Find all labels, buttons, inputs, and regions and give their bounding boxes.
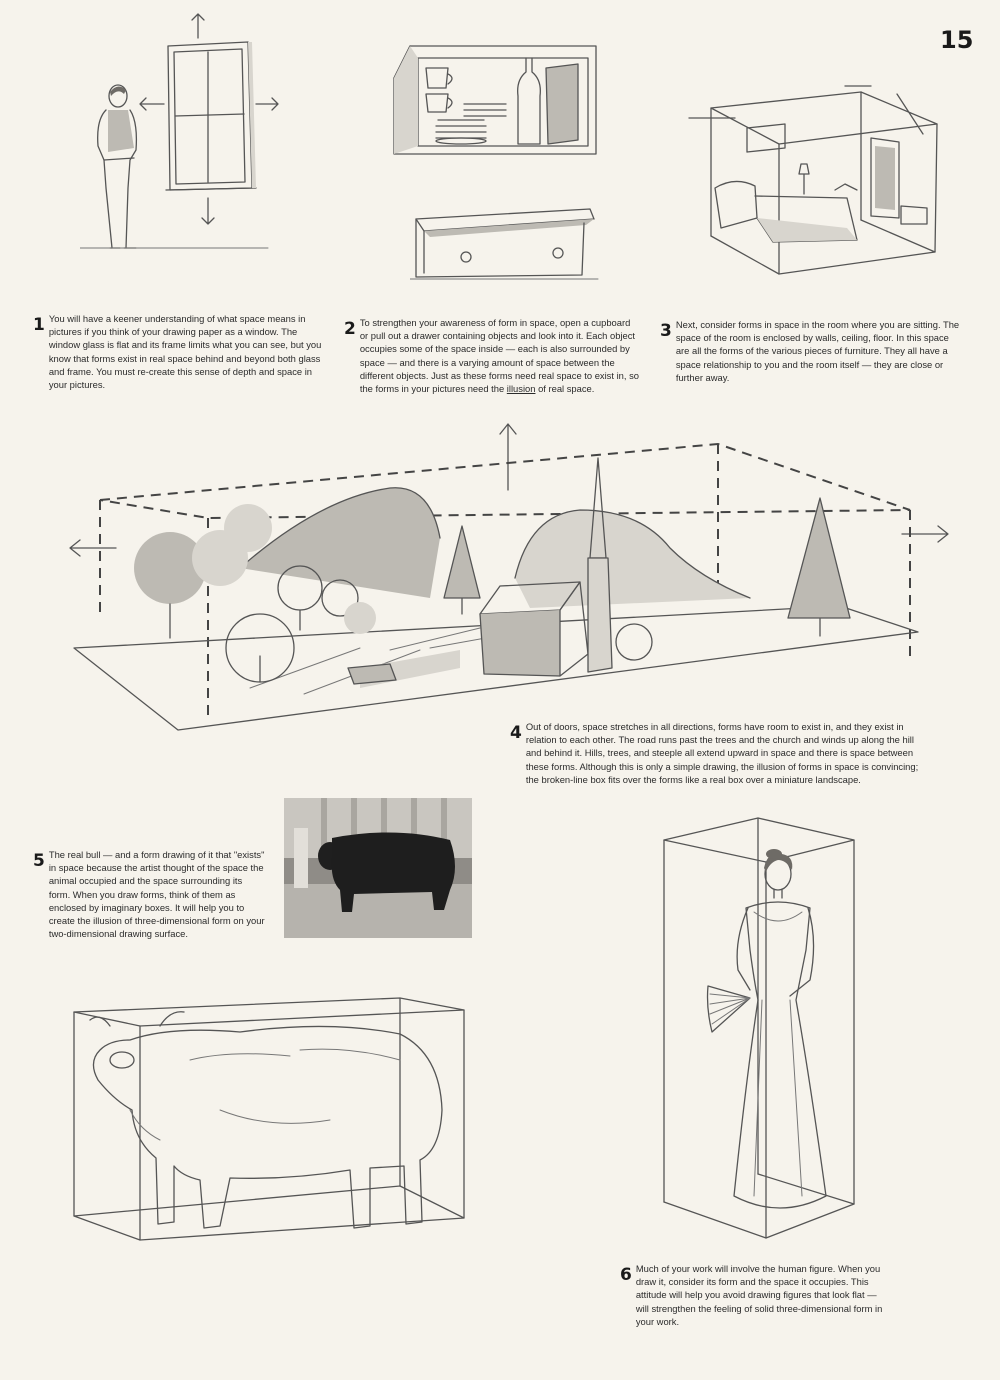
caption-4: [510, 720, 926, 786]
caption-2: [344, 316, 640, 395]
caption-number: 1: [33, 315, 45, 335]
woman-figure-illustration: [650, 800, 870, 1260]
caption-text: Much of your work will involve the human figure. When you draw it, consider its form and the space it occupies. This attitude will help you avoid drawing figures that look flat — will strengthen the feeling of solid three-dimensional form in your work.: [635, 1263, 883, 1327]
caption-text: The real bull — and a form drawing of it that "exists" in space because the artist thought of the space the animal occupied and the space surrounding its form. When you draw forms, think of them as enclosed by imaginary boxes. It will help you to create the illusion of three-dimensional form on your two-dimensional drawing surface.: [48, 849, 265, 940]
caption-text-part: To strengthen your awareness of form in space, open a cupboard or pull out a drawer containing objects and look into it. Each object occupies some of the space inside — each is also surrounded by space — and there is a varying amount of space between the different objects. Just as these forms need real space to exist in, so the forms in your pictures need the: [359, 317, 639, 395]
drawer-illustration: [410, 205, 600, 283]
caption-text: Out of doors, space stretches in all directions, forms have room to exist in, and they exist in relation to each other. The road runs past the trees and the church and winds up along the hill and behind it. Hills, trees, and steeple all extend upward in space and there is space between these forms. Although this is only a simple drawing, the illusion of forms in space is convincing; the broken-line box fits over the forms like a real box over a miniature landscape.: [525, 721, 919, 785]
page-number: 15: [940, 26, 974, 54]
caption-number: 6: [620, 1265, 632, 1285]
landscape-box-illustration: [60, 418, 960, 748]
caption-text: Next, consider forms in space in the room where you are sitting. The space of the room is enclosed by walls, ceiling, floor. In this space are all the forms of the various pieces of furniture. They all have a space relationship to you and the room itself — they are close or further away.: [675, 319, 960, 383]
caption-3: [660, 318, 960, 384]
caption-number: 4: [510, 723, 522, 743]
underlined-word: illusion: [506, 383, 536, 395]
cupboard-illustration: [388, 40, 608, 164]
caption-1: [33, 312, 329, 391]
bull-photograph: [284, 798, 472, 938]
caption-number: 5: [33, 851, 45, 871]
caption-number: 3: [660, 321, 672, 341]
man-at-window-illustration: [80, 10, 280, 260]
caption-5: [33, 848, 265, 940]
caption-text-part: of real space.: [535, 383, 595, 395]
caption-text: [360, 316, 640, 395]
caption-6: [620, 1262, 888, 1328]
caption-text: You will have a keener understanding of what space means in pictures if you think of your drawing paper as a window. The window glass is flat and its frame limits what you can see, but you know that forms exist in real space behind and beyond both glass and frame. You must re-create this sense of depth and space in your pictures.: [48, 313, 322, 391]
caption-number: 2: [344, 319, 356, 339]
bull-drawing-illustration: [70, 990, 480, 1250]
room-box-illustration: [675, 78, 945, 278]
